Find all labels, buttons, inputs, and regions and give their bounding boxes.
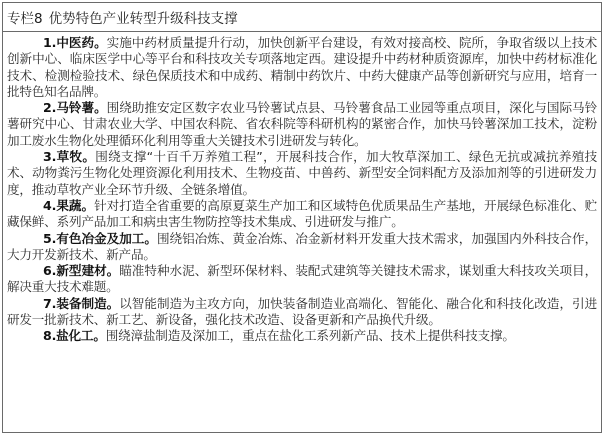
item-body: 实施中药材质量提升行动，加快创新平台建设，有效对接高校、院所，争取省级以上技术创新中心、临床医学中心等平台和科技攻关专项落地定西。建设提升中药材种质资源库，加快中药材标准化技术、检测检验技术、绿色保质技术和中成药、精制中药饮片、中药大健康产品等创新研究与应用，培育一批特色知名品牌。 [7, 35, 597, 99]
item-potato [7, 100, 597, 149]
item-body: 瞄准特种水泥、新型环保材料、装配式建筑等关键技术需求，谋划重大科技攻关项目，解决重大技术难题。 [7, 263, 598, 295]
item-body: 围绕铝冶炼、黄金冶炼、冶金新材料开发重大技术需求，加强国内外科技合作，大力开发新技术、新产品。 [7, 230, 597, 262]
item-tcm [7, 35, 597, 100]
item-body: 以智能制造为主攻方向，加快装备制造业高端化、智能化、融合化和科技化改造，引进研发一批新技术、新工艺、新设备，强化技术改造、设备更新和产品换代升级。 [7, 295, 598, 328]
box-content [3, 32, 601, 345]
item-body: 围绕漳盐制造及深加工，重点在盐化工系列新产品、技术上提供科技支撑。 [105, 328, 515, 344]
item-equipment-manufacturing [7, 296, 597, 329]
item-heading: 6.新型建材。 [43, 263, 120, 279]
item-body: 围绕助推安定区数字农业马铃薯试点县、马铃薯食品工业园等重点项目，深化与国际马铃薯研究中心、甘肃农业大学、中国农科院、省农科院等科研机构的紧密合作，加快马铃薯深加工技术，淀粉加工废水生物化处理循环化利用等重大关键技术引进研发与转化。 [7, 100, 597, 148]
item-building-materials [7, 263, 597, 296]
item-heading: 8.盐化工。 [43, 328, 106, 344]
item-heading: 1.中医药。 [43, 35, 107, 50]
box-title: 优势特色产业转型升级科技支撑 [48, 11, 238, 27]
item-heading: 2.马铃薯。 [43, 100, 107, 116]
item-heading: 4.果蔬。 [43, 197, 95, 213]
item-heading: 7.装备制造。 [43, 295, 120, 311]
item-body: 围绕支撑“十百千万养殖工程”，开展科技合作，加大牧草深加工、绿色无抗或减抗养殖技术、动物粪污生物化处理资源化利用技术、生物疫苗、中兽药、新型安全饲料配方及添加剂等的引进研发力度，推动草牧产业全环节升级、全链条增值。 [7, 149, 597, 197]
box-header [3, 3, 601, 32]
item-body: 针对打造全省重要的高原夏菜生产加工和区域特色优质果品生产基地，开展绿色标准化、贮藏保鲜、系列产品加工和病虫害生物防控等技术集成、引进研发与推广。 [7, 197, 597, 230]
item-heading: 3.草牧。 [43, 149, 96, 165]
topic-box [2, 2, 602, 433]
box-tag: 专栏8 [7, 11, 43, 27]
item-grass-livestock [7, 149, 597, 198]
item-heading: 5.有色冶金及加工。 [43, 230, 157, 246]
item-salt-chemical [7, 328, 597, 344]
item-fruit-vegetable [7, 198, 597, 231]
item-nonferrous-metallurgy [7, 231, 597, 264]
